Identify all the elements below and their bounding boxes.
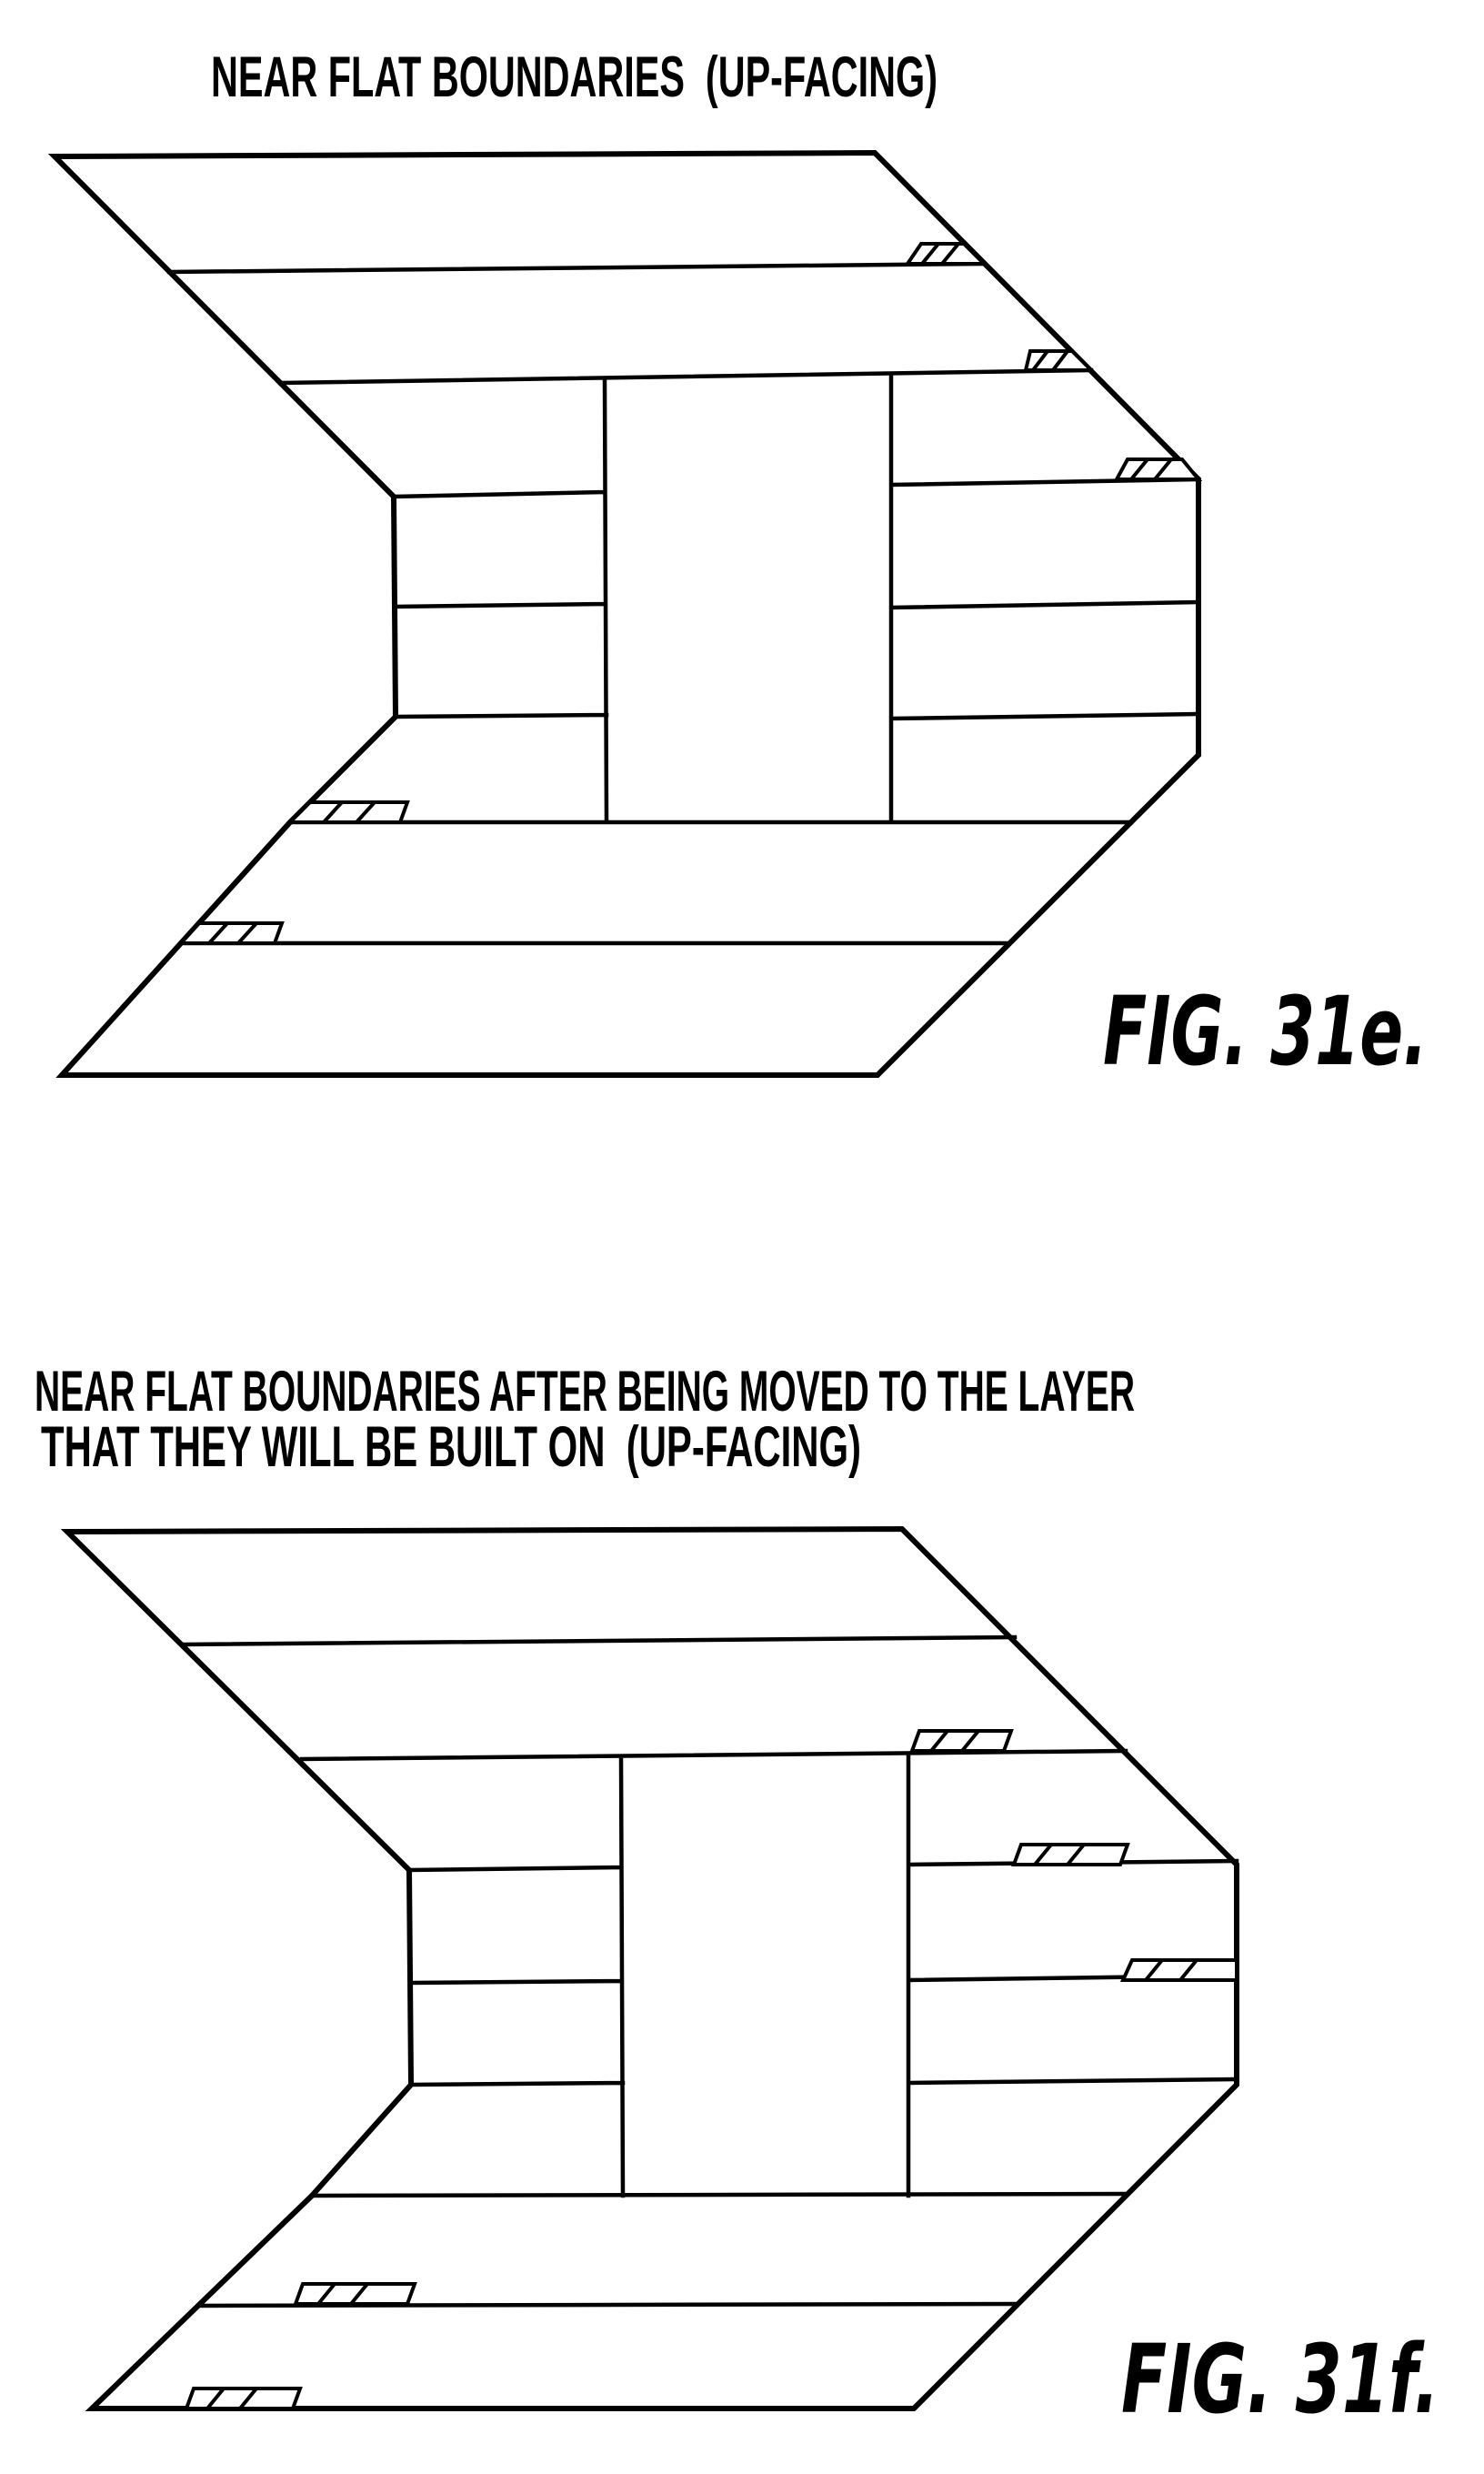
figure-31f-layer-lines — [183, 1637, 1237, 2306]
hatch-mark — [296, 2284, 415, 2304]
hatch-mark — [186, 2389, 300, 2409]
figure-31e-hatches — [181, 244, 1198, 943]
figure-31f — [35, 1360, 1439, 2435]
figure-31e — [55, 45, 1428, 1087]
hatch-mark — [1014, 1845, 1128, 1865]
figure-31f-title-line1: NEAR FLAT BOUNDARIES AFTER BEING MOVED TO THE LAYER — [35, 1360, 1135, 1423]
figure-31e-label: FIG. 31e. — [1103, 976, 1428, 1087]
hatch-mark — [1117, 459, 1198, 479]
hatch-mark — [907, 244, 984, 264]
figure-31f-label: FIG. 31f. — [1121, 2324, 1439, 2435]
figure-31f-title-line2: THAT THEY WILL BE BUILT ON (UP-FACING) — [41, 1415, 861, 1479]
figure-31e-title: NEAR FLAT BOUNDARIES (UP-FACING) — [211, 45, 938, 109]
hatch-mark — [1123, 1960, 1237, 1980]
hatch-mark — [1026, 351, 1091, 370]
figure-31f-outline — [67, 1529, 1237, 2409]
figure-31f-drawing — [67, 1529, 1237, 2409]
hatch-mark — [290, 802, 407, 822]
hatch-mark — [181, 923, 282, 943]
figure-31e-drawing — [55, 153, 1198, 1075]
hatch-mark — [912, 1731, 1011, 1751]
